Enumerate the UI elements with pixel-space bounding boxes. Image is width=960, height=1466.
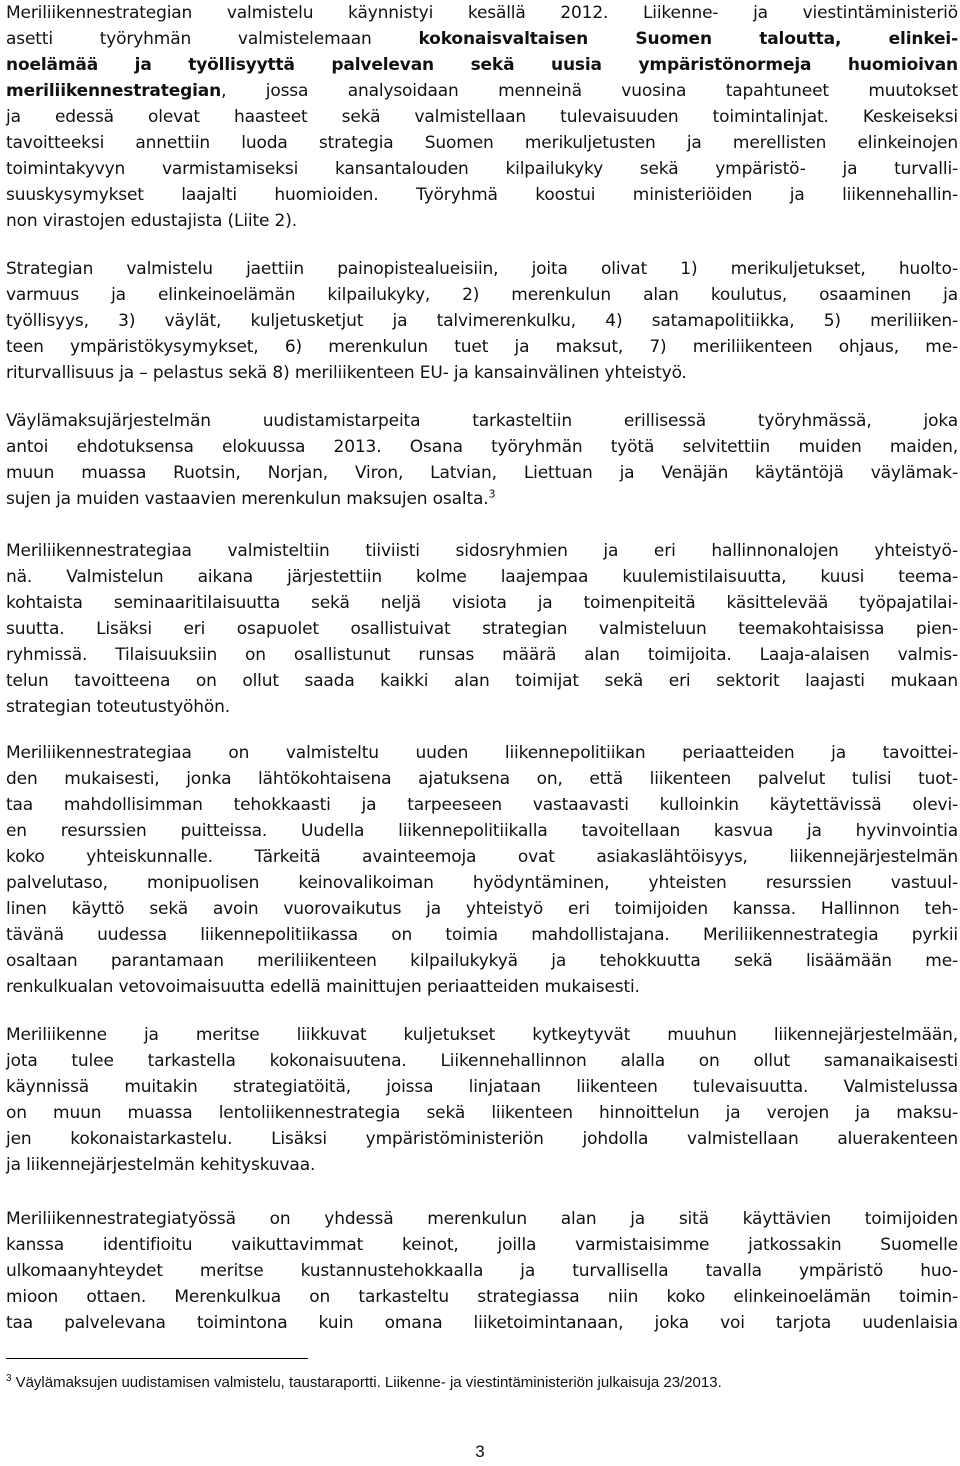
text-run: Strategian valmistelu jaettiin painopistealueisiin, joita olivat 1) merikuljetukset, huolto- [6, 259, 958, 279]
text-line [6, 334, 958, 360]
text-run: taa palvelevana toimintona kuin omana liiketoimintanaan, joka voi tarjota uudenlaisia [6, 1313, 958, 1333]
text-line [6, 256, 958, 282]
text-run: käynnissä muitakin strategiatöitä, joissa linjataan liikenteen tulevaisuutta. Valmistelussa [6, 1077, 958, 1097]
text-run: palvelutaso, monipuolisen keinovalikoiman hyödyntäminen, yhteisten resurssien vastuul- [6, 873, 958, 893]
text-line [6, 182, 958, 208]
text-run: tavoitteeksi annettiin luoda strategia Suomen merikuljetusten ja merellisten elinkeinojen [6, 133, 958, 153]
text-line [6, 26, 958, 52]
text-line [6, 78, 958, 104]
text-run: Meriliikennestrategiatyössä on yhdessä merenkulun alan ja sitä käyttävien toimijoiden [6, 1209, 958, 1229]
text-run: asetti työryhmän valmistelemaan [6, 29, 419, 49]
text-line [6, 282, 958, 308]
text-run: jen kokonaistarkastelu. Lisäksi ympäristöministeriön johdolla valmistellaan aluerakenteen [6, 1129, 958, 1149]
text-line [6, 52, 958, 78]
text-run: nä. Valmistelun aikana järjestettiin kolme laajempaa kuulemistilaisuutta, kuusi teema- [6, 567, 958, 587]
text-run: taa mahdollisimman tehokkaasti ja tarpeeseen vastaavasti kulloinkin käytettävissä olevi- [6, 795, 958, 815]
text-run: koko yhteiskunnalle. Tärkeitä avainteemoja ovat asiakaslähtöisyys, liikennejärjestelmän [6, 847, 958, 867]
text-run: Meriliikenne ja meritse liikkuvat kuljetukset kytkeytyvät muuhun liikennejärjestelmään, [6, 1025, 958, 1045]
text-line [6, 104, 958, 130]
text-line [6, 1100, 958, 1126]
text-run: Meriliikennestrategian valmistelu käynnistyi kesällä 2012. Liikenne- ja viestintäministeriö [6, 3, 958, 23]
text-run: kanssa identifioitu vaikuttavimmat keinot, joilla varmistaisimme jatkossakin Suomelle [6, 1235, 958, 1255]
paragraph-3 [6, 408, 958, 512]
paragraph-4 [6, 538, 958, 720]
bold-text: kokonaisvaltaisen Suomen taloutta, elinkei- [418, 29, 958, 49]
text-run: non virastojen edustajista (Liite 2). [6, 211, 297, 231]
text-line [6, 1258, 958, 1284]
text-run: mioon ottaen. Merenkulkua on tarkasteltu strategiassa niin koko elinkeinoelämän toimin- [6, 1287, 958, 1307]
text-run: osaltaan parantamaan meriliikenteen kilpailukykyä ja tehokkuutta sekä lisäämään me- [6, 951, 958, 971]
text-run: tävänä uudessa liikennepolitiikassa on toimia mahdollistajana. Meriliikennestrategia pyrkii [6, 925, 958, 945]
paragraph-7 [6, 1206, 958, 1336]
text-run: suuskysymykset laajalti huomioiden. Työryhmä koostui ministeriöiden ja liikennehallin- [6, 185, 958, 205]
text-run: sujen ja muiden vastaavien merenkulun maksujen osalta. [6, 489, 489, 509]
text-line [6, 818, 958, 844]
bold-text: meriliikennestrategian [6, 81, 222, 101]
text-line [6, 1310, 958, 1336]
text-line [6, 740, 958, 766]
text-line [6, 360, 958, 386]
footnote-reference: 3 [488, 487, 496, 501]
text-line [6, 434, 958, 460]
paragraph-2 [6, 256, 958, 386]
text-run: en resurssien puitteissa. Uudella liikennepolitiikalla tavoitellaan kasvua ja hyvinvointia [6, 821, 958, 841]
bold-text: noelämää ja työllisyyttä palvelevan sekä uusia ympäristönormeja huomioivan [6, 55, 958, 75]
text-run: muun muassa Ruotsin, Norjan, Viron, Latvian, Liettuan ja Venäjän käytäntöjä väylämak- [6, 463, 958, 483]
text-line [6, 538, 958, 564]
text-run: strategian toteutustyöhön. [6, 697, 231, 717]
text-line [6, 130, 958, 156]
text-line [6, 974, 958, 1000]
text-line [6, 564, 958, 590]
footnote [6, 1372, 722, 1394]
footnote-marker: 3 [6, 1373, 12, 1384]
text-line [6, 408, 958, 434]
text-line [6, 460, 958, 486]
paragraph-5 [6, 740, 958, 1000]
text-run: kohtaista seminaaritilaisuutta sekä neljä visiota ja toimenpiteitä käsittelevää työpajatilai- [6, 593, 958, 613]
text-line [6, 844, 958, 870]
text-line [6, 590, 958, 616]
text-run: jota tulee tarkastella kokonaisuutena. Liikennehallinnon alalla on ollut samanaikaisesti [6, 1051, 958, 1071]
page-number: 3 [475, 1442, 485, 1461]
text-line [6, 668, 958, 694]
paragraph-6 [6, 1022, 958, 1178]
text-run: varmuus ja elinkeinoelämän kilpailukyky, 2) merenkulun alan koulutus, osaaminen ja [6, 285, 958, 305]
text-line [6, 0, 958, 26]
footnote-separator [6, 1358, 308, 1359]
text-line [6, 1126, 958, 1152]
text-run: suutta. Lisäksi eri osapuolet osallistuivat strategian valmisteluun teemakohtaisissa pien- [6, 619, 958, 639]
text-run: telun tavoitteena on ollut saada kaikki alan toimijat sekä eri sektorit laajasti mukaan [6, 671, 958, 691]
text-run: ulkomaanyhteydet meritse kustannustehokkaalla ja turvallisella tavalla ympäristö huo- [6, 1261, 958, 1281]
text-run: , jossa analysoidaan menneinä vuosina tapahtuneet muutokset [221, 81, 958, 101]
text-run: renkulkualan vetovoimaisuutta edellä mainittujen periaatteiden mukaisesti. [6, 977, 640, 997]
text-line [6, 922, 958, 948]
text-line [6, 486, 958, 512]
text-line [6, 948, 958, 974]
text-line [6, 1284, 958, 1310]
paragraph-1 [6, 0, 958, 234]
text-line [6, 792, 958, 818]
text-run: toimintakyvyn varmistamiseksi kansantalouden kilpailukyky sekä ympäristö- ja turvalli- [6, 159, 958, 179]
text-line [6, 870, 958, 896]
text-line [6, 208, 958, 234]
text-line [6, 308, 958, 334]
text-line [6, 642, 958, 668]
text-run: riturvallisuus ja – pelastus sekä 8) meriliikenteen EU- ja kansainvälinen yhteistyö. [6, 363, 687, 383]
text-line [6, 1022, 958, 1048]
text-run: Väylämaksujärjestelmän uudistamistarpeita tarkasteltiin erillisessä työryhmässä, joka [6, 411, 958, 431]
text-run: ja liikennejärjestelmän kehityskuvaa. [6, 1155, 316, 1175]
text-line [6, 1232, 958, 1258]
text-line [6, 896, 958, 922]
text-line [6, 766, 958, 792]
footnote-text: Väylämaksujen uudistamisen valmistelu, taustaraportti. Liikenne- ja viestintäministeriön julkaisuja 23/2013. [15, 1374, 722, 1391]
text-line [6, 694, 958, 720]
text-line [6, 1206, 958, 1232]
text-line [6, 616, 958, 642]
text-line [6, 1048, 958, 1074]
text-run: ryhmissä. Tilaisuuksiin on osallistunut runsas määrä alan toimijoita. Laaja-alaisen valmis- [6, 645, 958, 665]
text-run: on muun muassa lentoliikennestrategia sekä liikenteen hinnoittelun ja verojen ja maksu- [6, 1103, 958, 1123]
text-run: linen käyttö sekä avoin vuorovaikutus ja yhteistyö eri toimijoiden kanssa. Hallinnon teh- [6, 899, 958, 919]
text-run: Meriliikennestrategiaa on valmisteltu uuden liikennepolitiikan periaatteiden ja tavoittei- [6, 743, 958, 763]
text-run: työllisyys, 3) väylät, kuljetusketjut ja talvimerenkulku, 4) satamapolitiikka, 5) meriliiken- [6, 311, 958, 331]
text-line [6, 1074, 958, 1100]
text-line [6, 1152, 958, 1178]
text-run: ja edessä olevat haasteet sekä valmistellaan tulevaisuuden toimintalinjat. Keskeiseksi [6, 107, 958, 127]
text-run: Meriliikennestrategiaa valmisteltiin tiiviisti sidosryhmien ja eri hallinnonalojen yhteistyö- [6, 541, 958, 561]
text-run: teen ympäristökysymykset, 6) merenkulun tuet ja maksut, 7) meriliikenteen ohjaus, me- [6, 337, 958, 357]
text-line [6, 156, 958, 182]
text-run: antoi ehdotuksensa elokuussa 2013. Osana työryhmän työtä selvitettiin muiden maiden, [6, 437, 958, 457]
text-run: den mukaisesti, jonka lähtökohtaisena ajatuksena on, että liikenteen palvelut tulisi tuot- [6, 769, 958, 789]
